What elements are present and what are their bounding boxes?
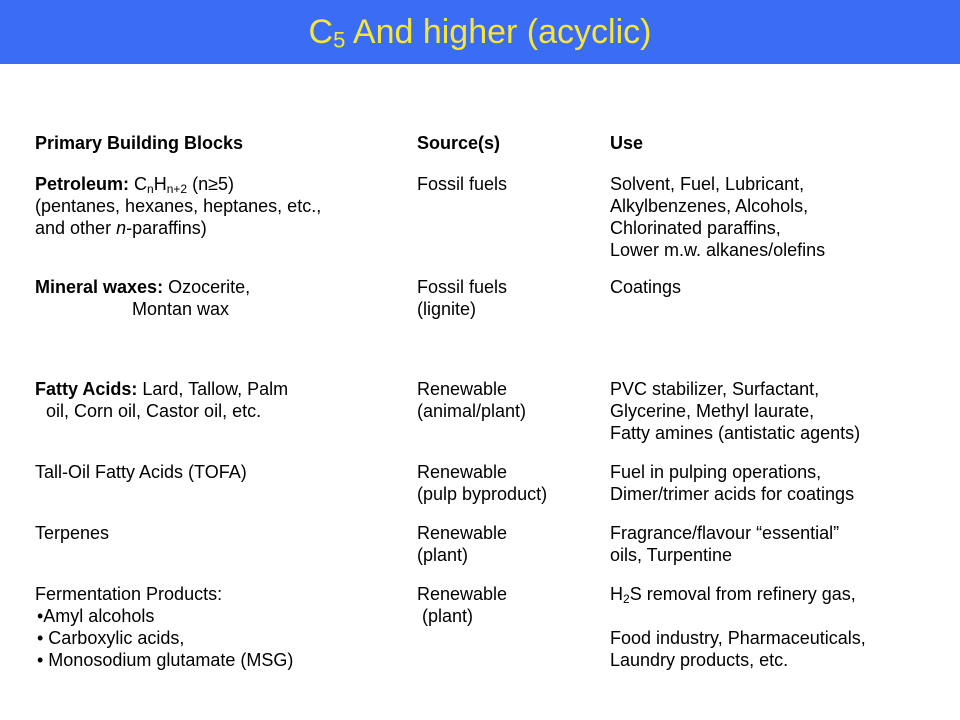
header-building-blocks: Primary Building Blocks bbox=[35, 133, 244, 153]
h2s-rest: S removal from refinery gas, bbox=[629, 584, 856, 604]
formula-h: H bbox=[153, 174, 167, 194]
waxes-line-1 bbox=[35, 276, 250, 298]
formula-condition: (n≥5) bbox=[187, 174, 234, 194]
terpenes-use-1: Fragrance/flavour “essential” bbox=[610, 523, 840, 543]
petroleum-line-3a: and other bbox=[35, 218, 117, 238]
tofa-use-1: Fuel in pulping operations, bbox=[610, 462, 822, 482]
fermentation-source-1: Renewable bbox=[417, 584, 508, 604]
fatty-use-1: PVC stabilizer, Surfactant, bbox=[610, 379, 820, 399]
h2s-h: H bbox=[610, 584, 623, 604]
tofa-line-1: Tall-Oil Fatty Acids (TOFA) bbox=[35, 462, 247, 482]
petroleum-use-2: Alkylbenzenes, Alcohols, bbox=[610, 196, 809, 216]
waxes-line-1-text: Ozocerite, bbox=[163, 277, 251, 297]
petroleum-use-3: Chlorinated paraffins, bbox=[610, 218, 781, 238]
petroleum-label: Petroleum: bbox=[35, 174, 130, 194]
petroleum-use-1: Solvent, Fuel, Lubricant, bbox=[610, 174, 805, 194]
fatty-use-3: Fatty amines (antistatic agents) bbox=[610, 423, 861, 443]
header-sources: Source(s) bbox=[417, 133, 501, 153]
fermentation-use-3: Laundry products, etc. bbox=[610, 650, 789, 670]
petroleum-line-2: (pentanes, hexanes, heptanes, etc., bbox=[35, 196, 322, 216]
title-rest: And higher (acyclic) bbox=[345, 13, 652, 51]
waxes-source-2: (lignite) bbox=[417, 299, 477, 319]
fatty-line-2: oil, Corn oil, Castor oil, etc. bbox=[46, 401, 262, 421]
fatty-line-1 bbox=[35, 378, 288, 400]
terpenes-source-1: Renewable bbox=[417, 523, 508, 543]
waxes-label: Mineral waxes: bbox=[35, 277, 164, 297]
petroleum-line-1 bbox=[35, 173, 234, 195]
title-subscript: 5 bbox=[333, 27, 346, 53]
fermentation-item-3: • Monosodium glutamate (MSG) bbox=[37, 650, 294, 670]
fermentation-use-2: Food industry, Pharmaceuticals, bbox=[610, 628, 866, 648]
fermentation-use-1 bbox=[610, 583, 856, 605]
header-use: Use bbox=[610, 133, 644, 153]
title-main: C bbox=[308, 13, 334, 51]
fermentation-item-2: • Carboxylic acids, bbox=[37, 628, 185, 648]
petroleum-source: Fossil fuels bbox=[417, 174, 508, 194]
petroleum-use-4: Lower m.w. alkanes/olefins bbox=[610, 240, 826, 260]
formula-sub-n: n bbox=[147, 182, 154, 196]
formula-sub-n2: n+2 bbox=[166, 182, 188, 196]
fermentation-line-1: Fermentation Products: bbox=[35, 584, 223, 604]
formula-c: C bbox=[129, 174, 148, 194]
fatty-use-2: Glycerine, Methyl laurate, bbox=[610, 401, 815, 421]
fermentation-item-1: •Amyl alcohols bbox=[37, 606, 155, 626]
petroleum-line-3-italic: n bbox=[116, 218, 127, 238]
h2s-subscript: 2 bbox=[623, 592, 630, 606]
waxes-line-2: Montan wax bbox=[132, 299, 230, 319]
waxes-use-1: Coatings bbox=[610, 277, 682, 297]
fatty-source-1: Renewable bbox=[417, 379, 508, 399]
tofa-use-2: Dimer/trimer acids for coatings bbox=[610, 484, 855, 504]
fatty-source-2: (animal/plant) bbox=[417, 401, 527, 421]
petroleum-line-3 bbox=[35, 217, 207, 239]
fermentation-source-2: (plant) bbox=[422, 606, 474, 626]
tofa-source-2: (pulp byproduct) bbox=[417, 484, 548, 504]
waxes-source-1: Fossil fuels bbox=[417, 277, 508, 297]
terpenes-line-1: Terpenes bbox=[35, 523, 110, 543]
terpenes-use-2: oils, Turpentine bbox=[610, 545, 733, 565]
terpenes-source-2: (plant) bbox=[417, 545, 469, 565]
fatty-line-1-text: Lard, Tallow, Palm bbox=[137, 379, 289, 399]
petroleum-line-3b: -paraffins) bbox=[126, 218, 207, 238]
tofa-source-1: Renewable bbox=[417, 462, 508, 482]
fatty-label: Fatty Acids: bbox=[35, 379, 138, 399]
